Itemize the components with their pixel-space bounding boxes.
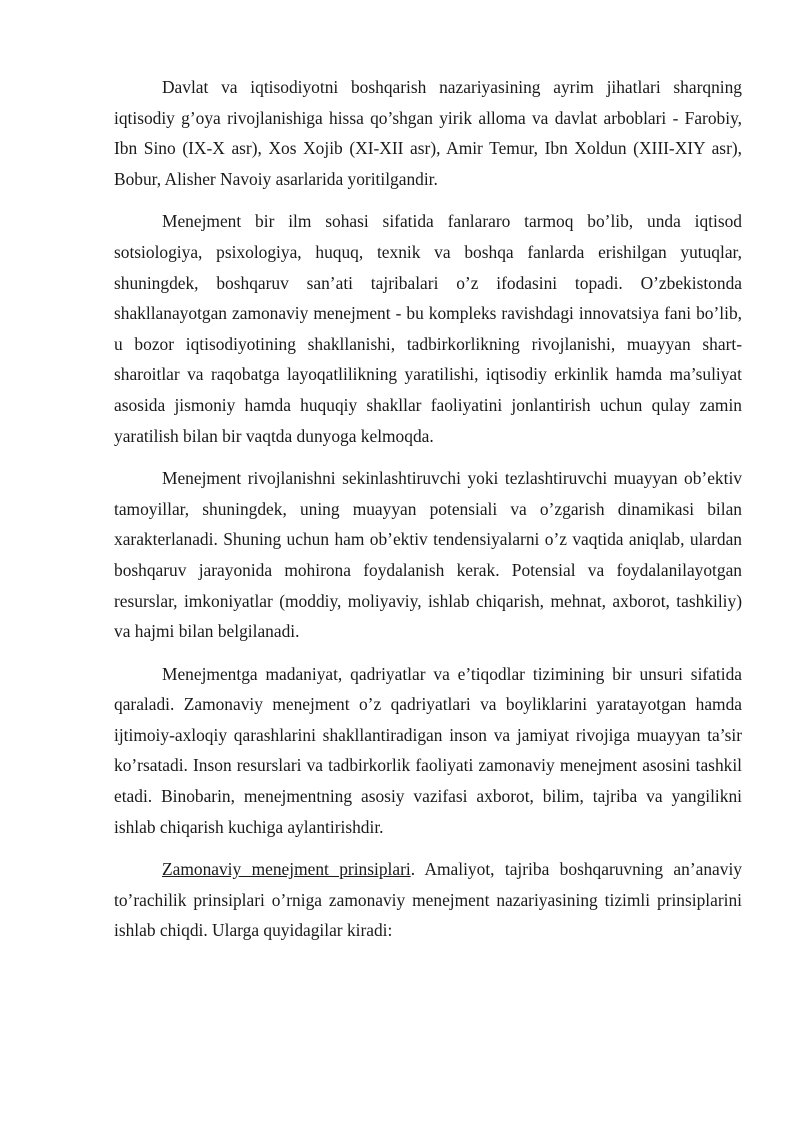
- paragraph-1: Davlat va iqtisodiyotni boshqarish nazariyasining ayrim jihatlari sharqning iqtisodiy g’oya rivojlanishiga hissa qo’shgan yirik alloma va davlat arboblari - Farobiy, Ibn Sino (IX-X asr), Xos Xojib (XI-XII asr), Amir Temur, Ibn Xoldun (XIII-XIY asr), Bobur, Alisher Navoiy asarlarida yoritilgandir.: [114, 77, 742, 189]
- paragraph-3: Menejment rivojlanishni sekinlashtiruvchi yoki tezlashtiruvchi muayyan ob’ektiv tamoyillar, shuningdek, uning muayyan potensiali va o’zgarish dinamikasi bilan xarakterlanadi. Shuning uchun ham ob’ektiv tendensiyalarni o’z vaqtida aniqlab, ulardan boshqaruv jarayonida mohirona foydalanish kerak. Potensial va foydalanilayotgan resurslar, imkoniyatlar (moddiy, moliyaviy, ishlab chiqarish, mehnat, axborot, tashkiliy) va hajmi bilan belgilanadi.: [114, 468, 742, 642]
- document-body: [114, 72, 742, 958]
- section-heading-principles: Zamonaviy menejment prinsiplari: [162, 859, 411, 880]
- paragraph-2: Menejment bir ilm sohasi sifatida fanlararo tarmoq bo’lib, unda iqtisod sotsiologiya, psixologiya, huquq, texnik va boshqa fanlarda erishilgan yutuqlar, shuningdek, boshqaruv san’ati tajribalari o’z ifodasini topadi. O’zbekistonda shakllanayotgan zamonaviy menejment - bu kompleks ravishdagi innovatsiya fani bo’lib, u bozor iqtisodiyotining shakllanishi, tadbirkorlikning rivojlanishi, muayyan shart-sharoitlar va raqobatga layoqatlilikning yaratilishi, iqtisodiy erkinlik hamda ma’suliyat asosida jismoniy hamda huquqiy shakllar faoliyatini jonlantirish uchun qulay zamin yaratilish bilan bir vaqtda dunyoga kelmoqda.: [114, 211, 742, 446]
- paragraph-4: Menejmentga madaniyat, qadriyatlar va e’tiqodlar tizimining bir unsuri sifatida qaraladi. Zamonaviy menejment o’z qadriyatlari va boyliklarini yaratayotgan hamda ijtimoiy-axloqiy qarashlarini shakllantiradigan inson va jamiyat rivojiga muayyan ta’sir ko’rsatadi. Inson resurslari va tadbirkorlik faoliyati zamonaviy menejment asosini tashkil etadi. Binobarin, menejmentning asosiy vazifasi axborot, bilim, tajriba va yangilikni ishlab chiqarish kuchiga aylantirishdir.: [114, 663, 742, 837]
- paragraph-5: [114, 854, 742, 946]
- paragraph-5-text: . Amaliyot, tajriba boshqaruvning an’anaviy to’rachilik prinsiplari o’rniga zamonaviy menejment nazariyasining tizimli prinsiplarini ishlab chiqdi. Ularga quyidagilar kiradi:: [114, 859, 742, 941]
